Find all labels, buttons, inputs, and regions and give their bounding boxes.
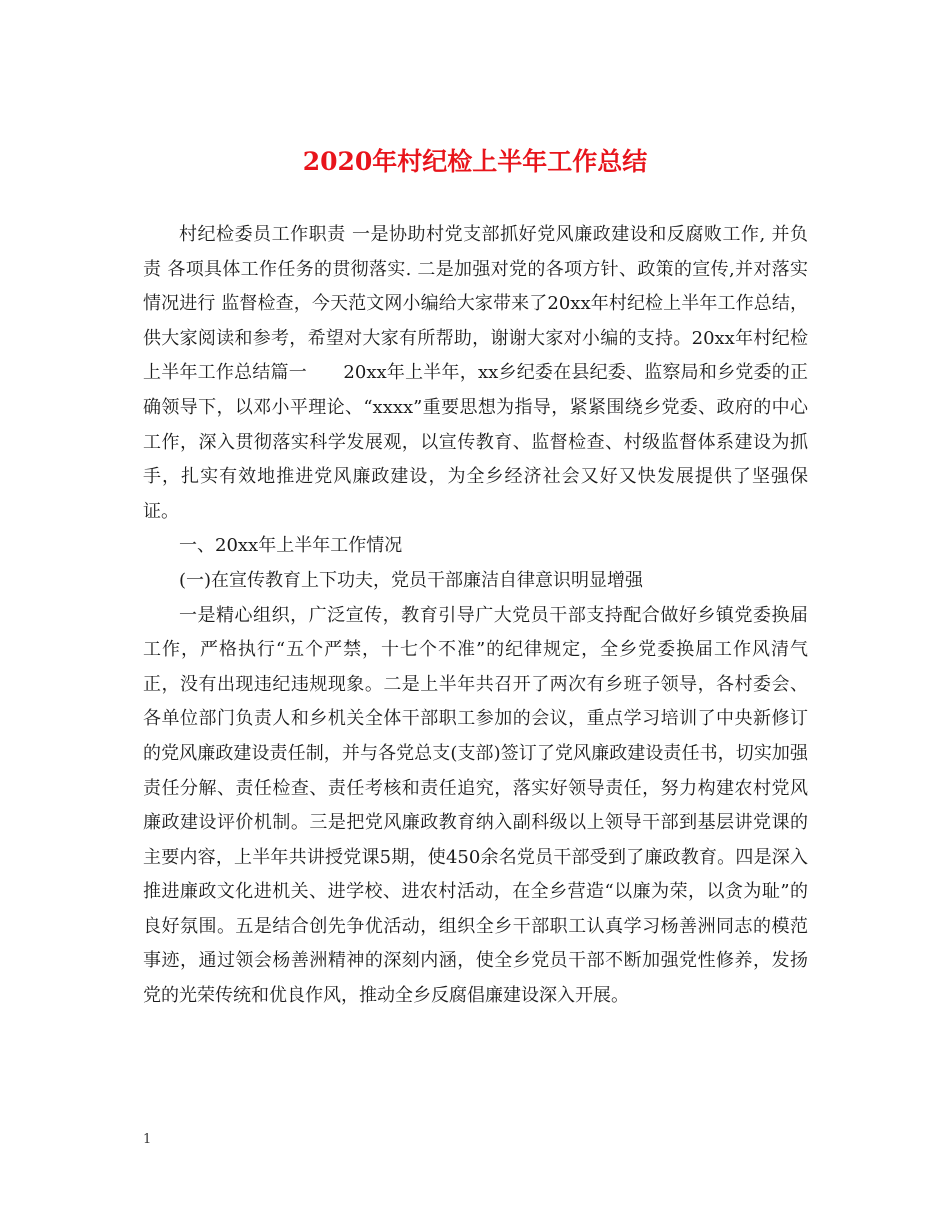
section-heading: 一、20xx年上半年工作情况	[179, 535, 403, 557]
paragraph-details: 一是精心组织，广泛宣传，教育引导广大党员干部支持配合做好乡镇党委换届工作，严格执行“五个严禁，十七个不准”的纪律规定，全乡党委换届工作风清气正，没有出现违纪违规现象。二是上半年共召开了两次有乡班子领导，各村委会、各单位部门负责人和乡机关全体干部职工参加的会议，重点学习培训了中央新修订的党风廉政建设责任制，并与各党总支(支部)签订了党风廉政建设责任书，切实加强责任分解、责任检查、责任考核和责任追究，落实好领导责任，努力构建农村党风廉政建设评价机制。三是把党风廉政教育纳入副科级以上领导干部到基层讲党课的主要内容，上半年共讲授党课5期，使450余名党员干部受到了廉政教育。四是深入推进廉政文化进机关、进学校、进农村活动，在全乡营造“以廉为荣，以贪为耻”的良好氛围。五是结合创先争优活动，组织全乡干部职工认真学习杨善洲同志的模范事迹，通过领会杨善洲精神的深刻内涵，使全乡党员干部不断加强党性修养，发扬党的光荣传统和优良作风，推动全乡反腐倡廉建设深入开展。	[143, 604, 808, 1007]
document-body	[143, 218, 808, 1014]
page-number: 1	[143, 1132, 152, 1147]
subsection-heading: (一)在宣传教育上下功夫，党员干部廉洁自律意识明显增强	[179, 569, 644, 591]
paragraph-intro: 村纪检委员工作职责 一是协助村党支部抓好党风廉政建设和反腐败工作, 并负责 各项具体工作任务的贯彻落实. 二是加强对党的各项方针、政策的宣传,并对落实情况进行 监督检查，今天范文网小编给大家带来了20xx年村纪检上半年工作总结，供大家阅读和参考，希望对大家有所帮助，谢谢大家对小编的支持。20xx年村纪检上半年工作总结篇一 20xx年上半年，xx乡纪委在县纪委、监察局和乡党委的正确领导下，以邓小平理论、“xxxx”重要思想为指导，紧紧围绕乡党委、政府的中心工作，深入贯彻落实科学发展观，以宣传教育、监督检查、村级监督体系建设为抓手，扎实有效地推进党风廉政建设，为全乡经济社会又好又快发展提供了坚强保证。	[143, 224, 808, 522]
document-title: 2020年村纪检上半年工作总结	[302, 147, 648, 176]
